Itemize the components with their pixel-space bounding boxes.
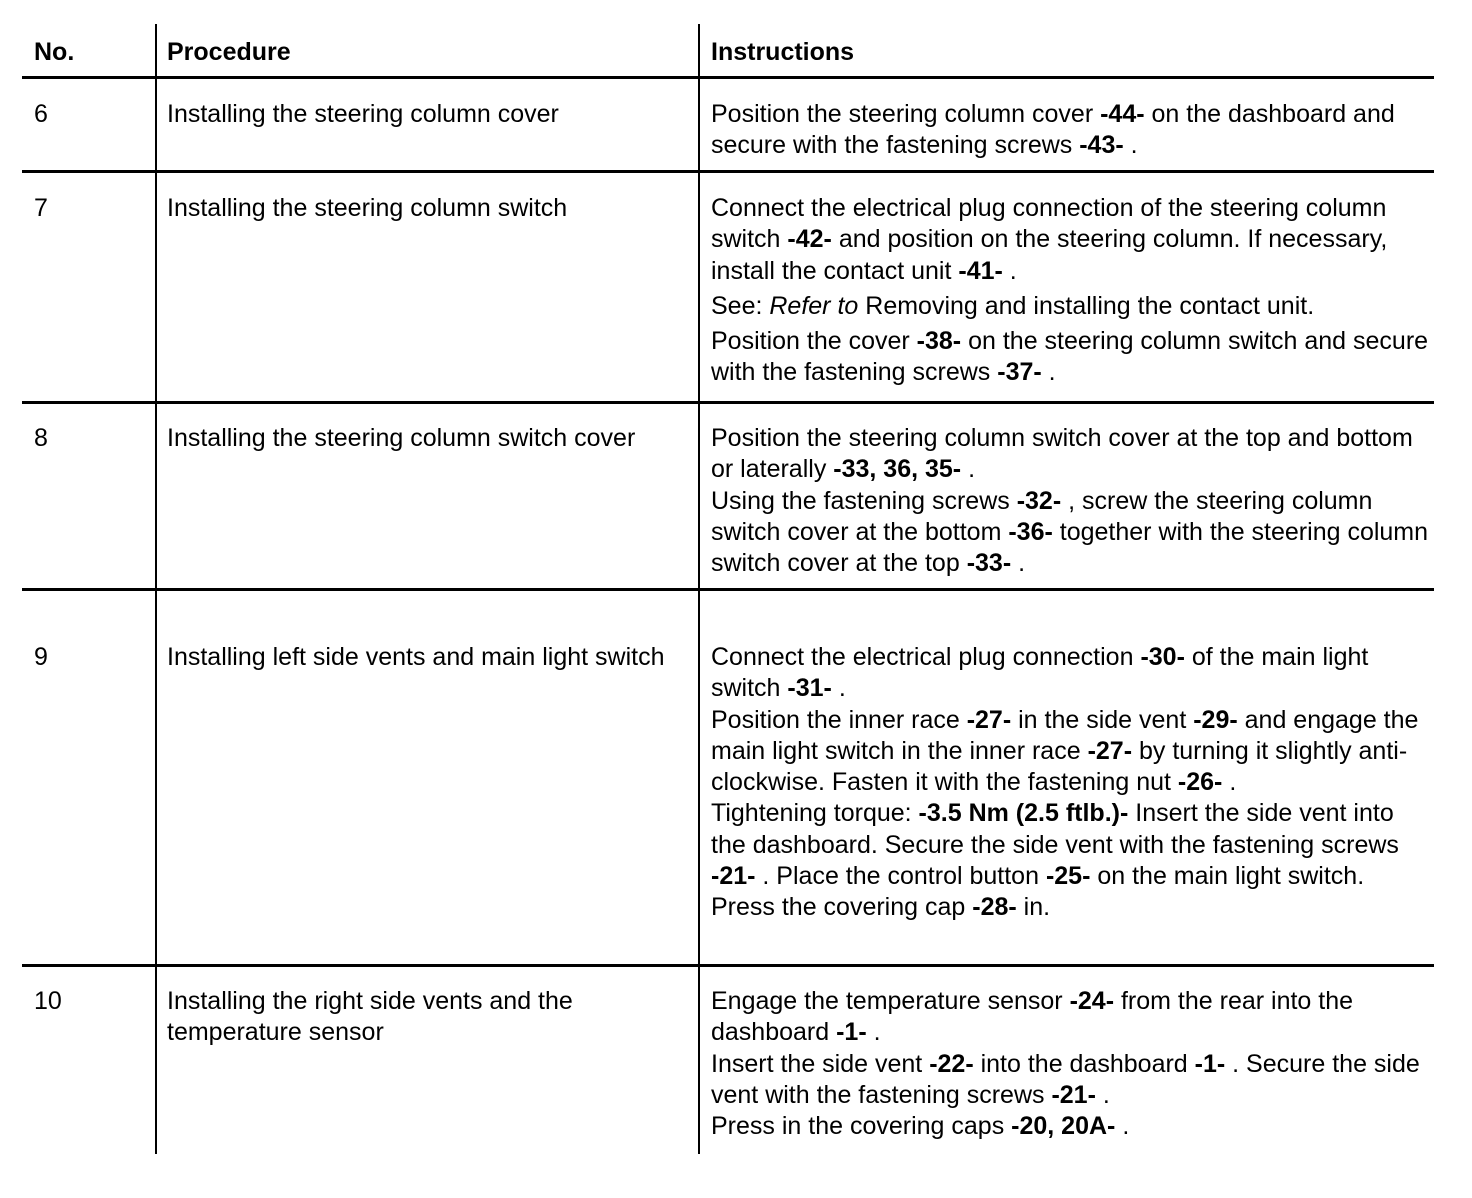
row-8-no: 8 xyxy=(34,424,48,452)
row-10-procedure: Installing the right side vents and the temperature sensor xyxy=(167,987,573,1047)
row-divider-header xyxy=(22,76,1434,79)
row-7-instructions: Connect the electrical plug connection of the steering column switch -42- and position on the steering column. If necessary, install the contact unit -41- . See: Refer to Removing and installing the contact unit. Position the cover -38- on the steering column switch and secure with the fastening screws -37- . xyxy=(711,193,1431,389)
row-6-instructions: Position the steering column cover -44- on the dashboard and secure with the fastening screws -43- . xyxy=(711,100,1395,160)
row-6-procedure: Installing the steering column cover xyxy=(167,100,559,128)
row-7-no: 7 xyxy=(34,194,48,222)
row-9-no: 9 xyxy=(34,643,48,671)
row-divider-7 xyxy=(22,401,1434,404)
row-divider-6 xyxy=(22,170,1434,173)
see-reference: See: Refer to Removing and installing the contact unit. xyxy=(711,291,1315,320)
row-8-procedure: Installing the steering column switch cover xyxy=(167,424,636,452)
header-no: No. xyxy=(34,38,75,66)
row-9-instructions: Connect the electrical plug connection -30- of the main light switch -31- . Position the inner race -27- in the side vent -29- and engage the main light switch in the inner race -27- by turning it slightly anti-clockwise. Fasten it with the fastening nut -26- . Tightening torque: -3.5 Nm (2.5 ftlb.)- Insert the side vent into the dashboard. Secure the side vent with the fastening screws -21- . Place the control button -25- on the main light switch. Press the covering cap -28- in. xyxy=(711,643,1419,922)
row-8-instructions: Position the steering column switch cover at the top and bottom or laterally -33, 36, 35- . Using the fastening screws -32- , screw the steering column switch cover at the bottom -36- together with the steering column switch cover at the top -33- . xyxy=(711,424,1429,578)
header-instructions: Instructions xyxy=(711,38,855,66)
header-procedure: Procedure xyxy=(167,38,291,66)
row-10-instructions: Engage the temperature sensor -24- from the rear into the dashboard -1- . Insert the side vent -22- into the dashboard -1- . Secure the side vent with the fastening screws -21- . Press in the covering caps -20, 20A- . xyxy=(711,987,1420,1141)
row-9-procedure: Installing left side vents and main light switch xyxy=(167,643,665,671)
row-6-no: 6 xyxy=(34,100,48,128)
row-7-procedure: Installing the steering column switch xyxy=(167,194,568,222)
row-divider-9 xyxy=(22,964,1434,967)
row-10-no: 10 xyxy=(34,987,62,1015)
row-divider-8 xyxy=(22,588,1434,591)
